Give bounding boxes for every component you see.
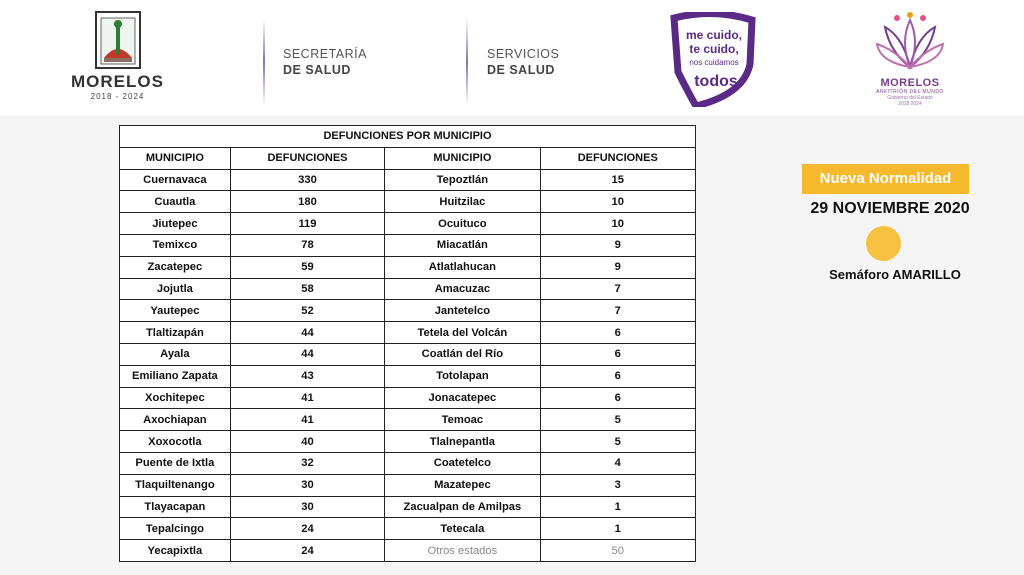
municipio-cell: Tepoztlán	[385, 169, 540, 191]
table-header-row	[120, 147, 696, 169]
municipio-cell: Tepalcingo	[120, 518, 231, 540]
right-logo-gov: Gobierno del Estado	[887, 95, 933, 101]
column-header: MUNICIPIO	[120, 147, 231, 169]
table-row	[120, 496, 696, 518]
defunciones-cell: 24	[230, 518, 384, 540]
municipio-cell: Tlayacapan	[120, 496, 231, 518]
municipio-cell: Jojutla	[120, 278, 231, 300]
svg-text:todos: todos	[694, 73, 738, 90]
table-row	[120, 474, 696, 496]
municipio-cell: Otros estados	[385, 540, 540, 562]
table-title-row	[120, 126, 696, 148]
municipio-cell: Xochitepec	[120, 387, 231, 409]
table-row	[120, 452, 696, 474]
semaforo-status: Semáforo AMARILLO	[829, 267, 961, 282]
defunciones-cell: 10	[540, 191, 695, 213]
secretaria-de-salud: SECRETARÍA DE SALUD	[283, 47, 367, 77]
header-banner	[0, 0, 1024, 115]
municipio-cell: Cuautla	[120, 191, 231, 213]
defunciones-cell: 10	[540, 213, 695, 235]
municipio-cell: Huitzilac	[385, 191, 540, 213]
defunciones-cell: 9	[540, 234, 695, 256]
defunciones-cell: 1	[540, 518, 695, 540]
defunciones-cell: 59	[230, 256, 384, 278]
divider	[466, 18, 468, 106]
municipio-cell: Totolapan	[385, 365, 540, 387]
municipio-cell: Jiutepec	[120, 213, 231, 235]
table-row	[120, 518, 696, 540]
svg-text:nos cuidamos: nos cuidamos	[689, 58, 739, 67]
municipio-cell: Zacualpan de Amilpas	[385, 496, 540, 518]
defunciones-cell: 1	[540, 496, 695, 518]
divider	[263, 18, 265, 106]
table-row	[120, 387, 696, 409]
defunciones-cell: 78	[230, 234, 384, 256]
state-name: MORELOS	[71, 72, 164, 91]
flower-icon	[875, 12, 945, 72]
defunciones-cell: 40	[230, 431, 384, 453]
table-row	[120, 256, 696, 278]
table-row	[120, 343, 696, 365]
defunciones-cell: 58	[230, 278, 384, 300]
shield-icon	[668, 12, 758, 107]
morelos-state-logo	[70, 10, 165, 110]
municipio-cell: Tlaquiltenango	[120, 474, 231, 496]
defunciones-cell: 6	[540, 365, 695, 387]
nueva-normalidad-badge: Nueva Normalidad	[802, 164, 969, 194]
column-header: MUNICIPIO	[385, 147, 540, 169]
defunciones-cell: 32	[230, 452, 384, 474]
municipio-cell: Coatlán del Río	[385, 343, 540, 365]
defunciones-cell: 41	[230, 387, 384, 409]
defunciones-cell: 52	[230, 300, 384, 322]
defunciones-cell: 43	[230, 365, 384, 387]
me-cuido-campaign-logo	[668, 12, 758, 107]
coat-of-arms-icon	[94, 10, 142, 70]
municipio-cell: Cuernavaca	[120, 169, 231, 191]
morelos-anfitrion-logo	[860, 12, 960, 112]
municipio-cell: Miacatlán	[385, 234, 540, 256]
table-row	[120, 213, 696, 235]
municipio-cell: Tlaltizapán	[120, 322, 231, 344]
defunciones-cell: 44	[230, 322, 384, 344]
municipio-cell: Puente de Ixtla	[120, 452, 231, 474]
table-row	[120, 431, 696, 453]
municipio-cell: Atlatlahucan	[385, 256, 540, 278]
defunciones-cell: 30	[230, 496, 384, 518]
municipio-cell: Emiliano Zapata	[120, 365, 231, 387]
defunciones-cell: 6	[540, 343, 695, 365]
municipio-cell: Tetela del Volcán	[385, 322, 540, 344]
municipio-cell: Xoxocotla	[120, 431, 231, 453]
table-row	[120, 191, 696, 213]
defunciones-cell: 5	[540, 409, 695, 431]
municipio-cell: Jantetelco	[385, 300, 540, 322]
deaths-by-municipality-table	[119, 125, 696, 562]
defunciones-cell: 330	[230, 169, 384, 191]
defunciones-cell: 119	[230, 213, 384, 235]
column-header: DEFUNCIONES	[230, 147, 384, 169]
defunciones-cell: 30	[230, 474, 384, 496]
right-logo-name: MORELOS	[880, 77, 940, 89]
servicios-de-salud: SERVICIOS DE SALUD	[487, 47, 560, 77]
municipio-cell: Amacuzac	[385, 278, 540, 300]
table-row	[120, 540, 696, 562]
municipio-cell: Ayala	[120, 343, 231, 365]
defunciones-cell: 7	[540, 278, 695, 300]
state-years: 2018 - 2024	[90, 92, 145, 101]
right-logo-years: 2018 2024	[898, 101, 922, 107]
defunciones-cell: 180	[230, 191, 384, 213]
municipio-cell: Yautepec	[120, 300, 231, 322]
table-row	[120, 169, 696, 191]
defunciones-cell: 7	[540, 300, 695, 322]
municipio-cell: Temixco	[120, 234, 231, 256]
municipio-cell: Mazatepec	[385, 474, 540, 496]
table-row	[120, 365, 696, 387]
municipio-cell: Yecapixtla	[120, 540, 231, 562]
table-row	[120, 322, 696, 344]
defunciones-cell: 6	[540, 322, 695, 344]
municipio-cell: Coatetelco	[385, 452, 540, 474]
right-logo-sub: ANFITRIÓN DEL MUNDO	[876, 89, 944, 95]
defunciones-cell: 9	[540, 256, 695, 278]
table-row	[120, 300, 696, 322]
municipio-cell: Ocuituco	[385, 213, 540, 235]
defunciones-cell: 6	[540, 387, 695, 409]
defunciones-cell: 4	[540, 452, 695, 474]
defunciones-cell: 50	[540, 540, 695, 562]
defunciones-cell: 24	[230, 540, 384, 562]
table-body	[120, 169, 696, 561]
defunciones-cell: 5	[540, 431, 695, 453]
table-row	[120, 278, 696, 300]
table-title: DEFUNCIONES POR MUNICIPIO	[120, 126, 696, 148]
municipio-cell: Tetecala	[385, 518, 540, 540]
svg-text:te cuido,: te cuido,	[689, 42, 739, 56]
table-row	[120, 409, 696, 431]
municipio-cell: Tlalnepantla	[385, 431, 540, 453]
defunciones-cell: 41	[230, 409, 384, 431]
municipio-cell: Jonacatepec	[385, 387, 540, 409]
municipio-cell: Zacatepec	[120, 256, 231, 278]
defunciones-cell: 15	[540, 169, 695, 191]
traffic-light-dot-icon	[866, 226, 901, 261]
defunciones-cell: 44	[230, 343, 384, 365]
municipio-cell: Axochiapan	[120, 409, 231, 431]
report-date: 29 NOVIEMBRE 2020	[810, 200, 970, 217]
column-header: DEFUNCIONES	[540, 147, 695, 169]
municipio-cell: Temoac	[385, 409, 540, 431]
table-row	[120, 234, 696, 256]
defunciones-cell: 3	[540, 474, 695, 496]
svg-text:me cuido,: me cuido,	[685, 28, 743, 42]
